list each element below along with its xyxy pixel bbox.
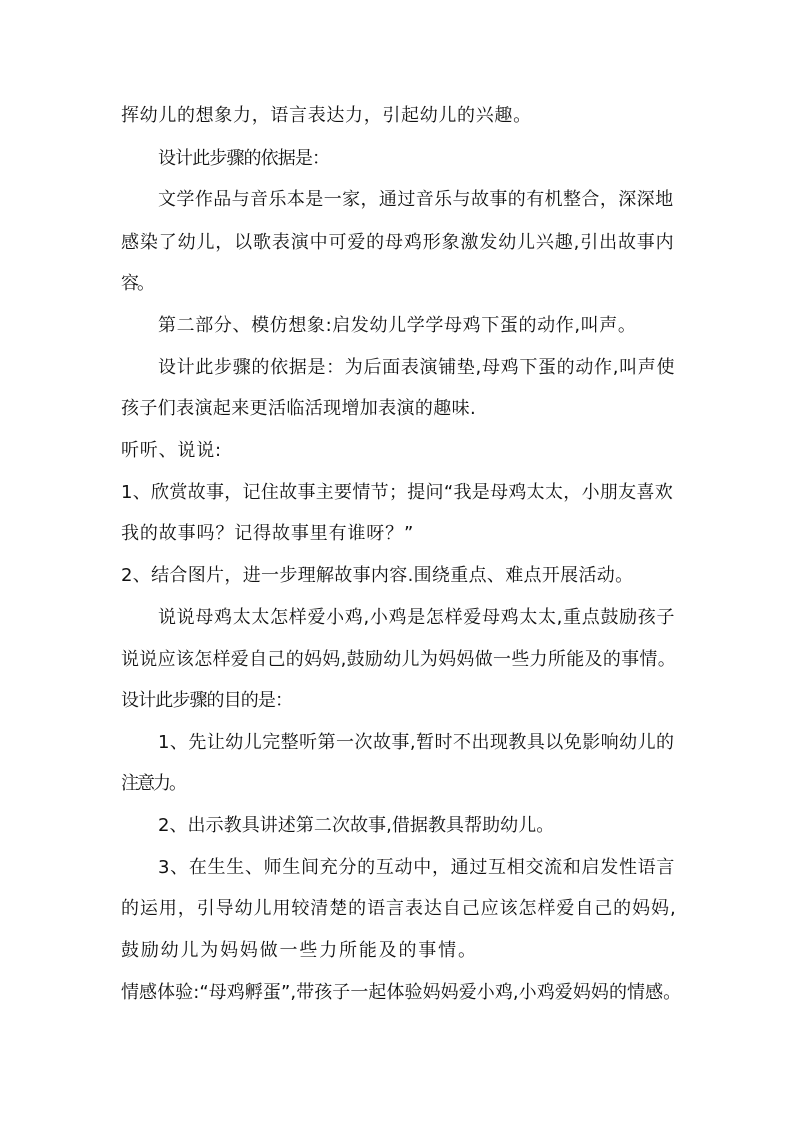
text-line: 1、欣赏故事，记住故事主要情节；提问“我是母鸡太太，小朋友喜欢 <box>121 482 674 503</box>
text-line: 说说应该怎样爱自己的妈妈,鼓励幼儿为妈妈做一些力所能及的事情。 <box>121 649 677 670</box>
text-line: 听听、说说: <box>121 440 222 461</box>
text-line: 1、先让幼儿完整听第一次故事,暂时不出现教具以免影响幼儿的 <box>158 732 675 753</box>
text-line: 我的故事吗？记得故事里有谁呀？” <box>121 523 415 544</box>
text-line: 设计此步骤的目的是： <box>121 690 293 711</box>
text-line: 说说母鸡太太怎样爱小鸡,小鸡是怎样爱母鸡太太,重点鼓励孩子 <box>158 607 676 628</box>
text-line: 文学作品与音乐本是一家，通过音乐与故事的有机整合，深深地 <box>158 189 674 210</box>
text-line: 设计此步骤的依据是：为后面表演铺垫,母鸡下蛋的动作,叫声使 <box>158 357 676 378</box>
text-line: 的运用，引导幼儿用较清楚的语言表达自己应该怎样爱自己的妈妈, <box>121 898 677 919</box>
text-line: 情感体验:“母鸡孵蛋”,带孩子一起体验妈妈爱小鸡,小鸡爱妈妈的情感。 <box>121 982 682 1003</box>
text-line: 3、在生生、师生间充分的互动中，通过互相交流和启发性语言 <box>158 857 676 878</box>
text-line: 第二部分、模仿想象:启发幼儿学学母鸡下蛋的动作,叫声。 <box>158 315 637 336</box>
text-line: 2、出示教具讲述第二次故事,借据教具帮助幼儿。 <box>158 815 555 836</box>
text-line: 感染了幼儿，以歌表演中可爱的母鸡形象激发幼儿兴趣,引出故事内 <box>121 232 675 253</box>
text-line: 挥幼儿的想象力，语言表达力，引起幼儿的兴趣。 <box>121 105 532 126</box>
text-line: 鼓励幼儿为妈妈做一些力所能及的事情。 <box>121 940 478 961</box>
text-line: 2、结合图片，进一步理解故事内容.围绕重点、难点开展活动。 <box>121 565 634 586</box>
text-line: 容。 <box>121 273 153 294</box>
text-line: 孩子们表演起来更活临活现增加表演的趣味. <box>121 398 477 419</box>
text-line: 注意力。 <box>121 773 185 794</box>
text-line: 设计此步骤的依据是： <box>158 148 330 169</box>
